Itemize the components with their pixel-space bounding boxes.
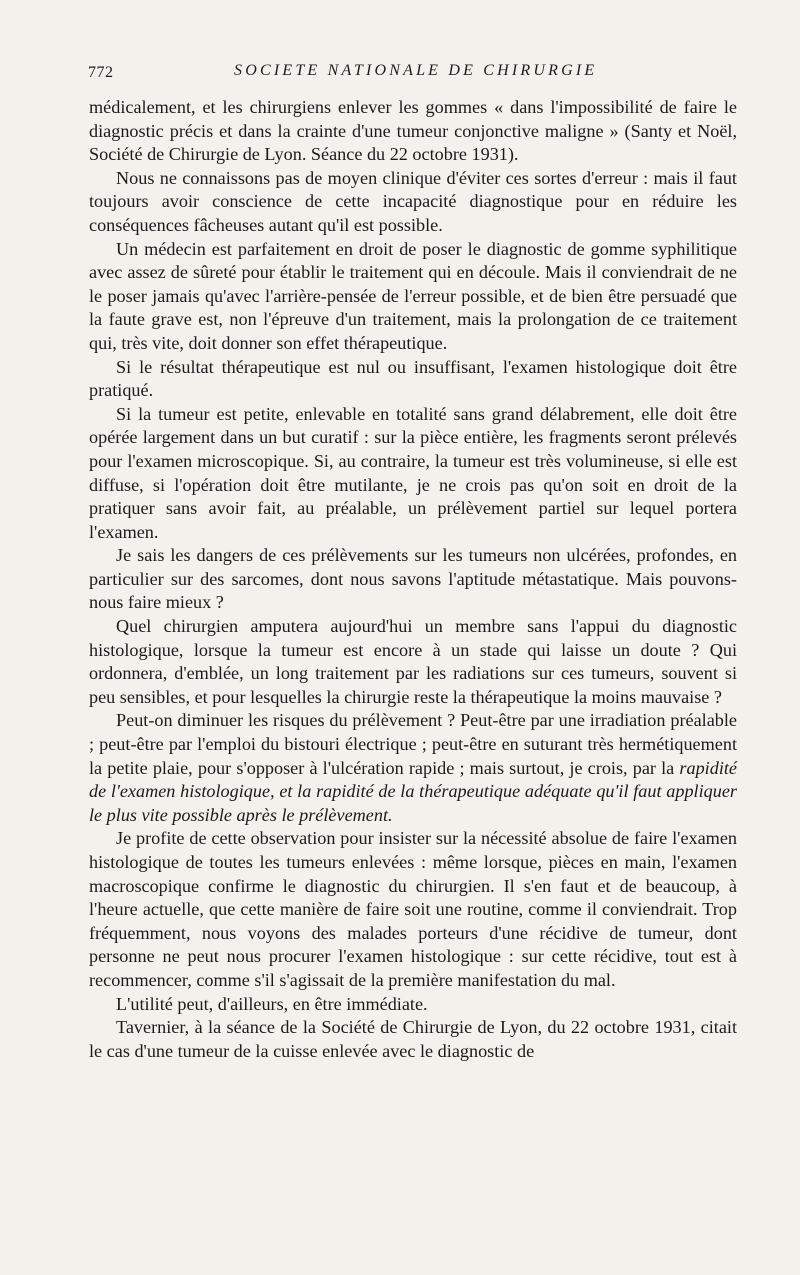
italic-emphasis: rapidité de l'examen histologique, et la rapidité de la thérapeutique adéquate qu'il faut appliquer le plus vite possible après le prélèvement. [89,757,737,825]
paragraph: Nous ne connaissons pas de moyen clinique d'éviter ces sortes d'erreur : mais il faut toujours avoir conscience de cette incapacité diagnostique pour en réduire les conséquences fâcheuses autant qu'il est possible. [89,167,737,235]
paragraph: Un médecin est parfaitement en droit de poser le diagnostic de gomme syphilitique avec assez de sûreté pour établir le traitement qui en découle. Mais il conviendrait de ne le poser jamais qu'avec l'arrière-pensée de l'erreur possible, et de bien être persuadé que la faute grave est, non l'épreuve d'un traitement, mais la prolongation de ce traitement qui, très vite, doit donner son effet thérapeutique. [89,238,737,353]
running-head: SOCIETE NATIONALE DE CHIRURGIE [234,62,598,79]
paragraph: Si le résultat thérapeutique est nul ou insuffisant, l'examen histologique doit être pratiqué. [89,356,737,401]
paragraph: Je profite de cette observation pour insister sur la nécessité absolue de faire l'examen histologique de toutes les tumeurs enlevées : même lorsque, pièces en main, l'examen macroscopique confirme le diagnostic du chirurgien. Il s'en faut et de beaucoup, à l'heure actuelle, que cette manière de faire soit une routine, comme il conviendrait. Trop fréquemment, nous voyons des malades porteurs d'une récidive de tumeur, dont personne ne peut nous procurer l'examen histologique : sur cette récidive, tout est à recommencer, comme s'il s'agissait de la première manifestation du mal. [89,828,737,990]
paragraph [89,709,737,827]
page-header [88,60,738,86]
page-number: 772 [88,64,114,81]
paragraph: Tavernier, à la séance de la Société de Chirurgie de Lyon, du 22 octobre 1931, citait le cas d'une tumeur de la cuisse enlevée avec le diagnostic de [89,1017,737,1061]
paragraph: Quel chirurgien amputera aujourd'hui un membre sans l'appui du diagnostic histologique, lorsque la tumeur est encore à un stade qui laisse un doute ? Qui ordonnera, d'emblée, un long traitement par les radiations sur ces tumeurs, souvent si peu sensibles, et pour lesquelles la chirurgie reste la thérapeutique la moins mauvaise ? [89,616,737,707]
body-text [89,96,737,1063]
paragraph: L'utilité peut, d'ailleurs, en être immédiate. [116,993,428,1014]
paragraph: Si la tumeur est petite, enlevable en totalité sans grand délabrement, elle doit être opérée largement dans un but curatif : sur la pièce entière, les fragments seront prélevés pour l'examen microscopique. Si, au contraire, la tumeur est très volumineuse, si elle est diffuse, si l'opération doit être mutilante, je ne crois pas qu'on soit en droit de la pratiquer sans avoir fait, au préalable, un prélèvement partiel sur lequel portera l'examen. [89,403,737,542]
paragraph: médicalement, et les chirurgiens enlever les gommes « dans l'impossibilité de faire le diagnostic précis et dans la crainte d'une tumeur conjonctive maligne » (Santy et Noël, Société de Chirurgie de Lyon. Séance du 22 octobre 1931). [89,97,737,165]
paragraph-text: Peut-on diminuer les risques du prélèvement ? Peut-être par une irradiation préalable ; peut-être par l'emploi du bistouri électrique ; peut-être en suturant très hermétiquement la petite plaie, pour s'opposer à l'ulcération rapide ; mais surtout, je crois, par la [89,710,737,778]
paragraph: Je sais les dangers de ces prélèvements sur les tumeurs non ulcérées, profondes, en particulier sur des sarcomes, dont nous savons l'aptitude métastatique. Mais pouvons-nous faire mieux ? [89,545,737,613]
